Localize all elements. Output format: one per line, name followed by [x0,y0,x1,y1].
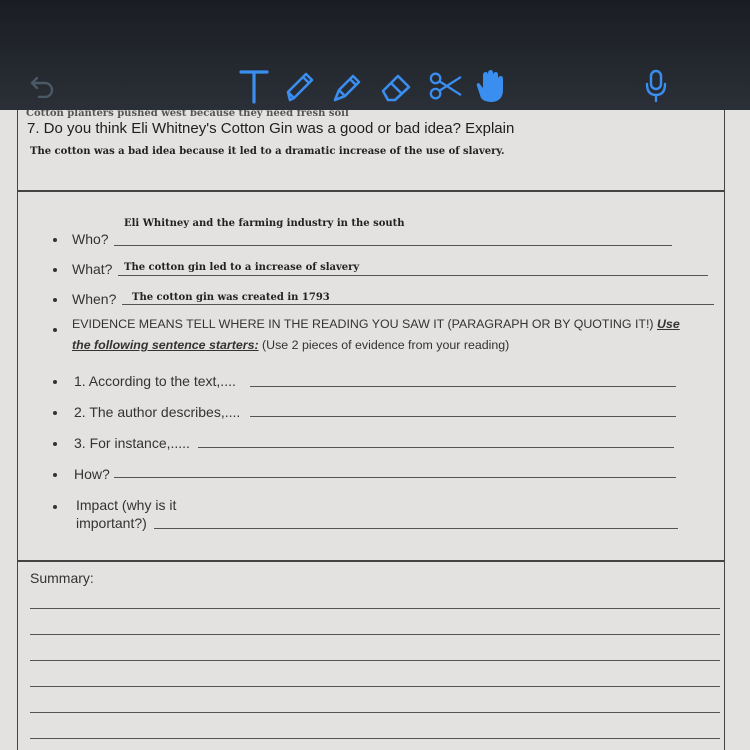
when-label: When? [72,291,117,307]
pen-tool-button[interactable] [282,66,318,106]
starter-1-line[interactable] [250,386,676,387]
what-label: What? [72,261,113,277]
impact-line[interactable] [154,528,678,529]
how-label: How? [74,466,110,482]
hand-tool-button[interactable] [472,66,508,106]
starter-3-line[interactable] [198,447,674,448]
impact-label-line-2: important?) [76,515,147,531]
text-tool-icon [238,68,270,104]
highlighter-tool-icon [330,68,366,104]
worksheet-page [0,110,750,750]
summary-line[interactable] [30,634,720,635]
bullet [53,442,57,446]
starter-2: 2. The author describes,.... [74,404,241,420]
bullet [53,268,57,272]
impact-label-line-1: Impact (why is it [76,497,177,513]
when-answer[interactable]: The cotton gin was created in 1793 [132,292,330,303]
who-label: Who? [72,231,109,247]
summary-line[interactable] [30,660,720,661]
pen-tool-icon [282,68,318,104]
who-answer-line [114,245,672,246]
summary-line[interactable] [30,712,720,713]
question-7-answer: The cotton was a bad idea because it led to a dramatic increase of the use of slavery. [30,146,505,157]
hand-tool-icon [472,68,508,104]
summary-line[interactable] [30,686,720,687]
scissors-tool-button[interactable] [428,66,464,106]
highlighter-tool-button[interactable] [330,66,366,106]
when-answer-line [122,304,714,305]
what-answer[interactable]: The cotton gin led to a increase of slavery [124,262,360,273]
bullet [53,505,57,509]
bullet [53,238,57,242]
text-tool-button[interactable] [236,66,272,106]
who-answer[interactable]: Eli Whitney and the farming industry in the south [124,218,405,229]
microphone-button[interactable] [638,66,674,106]
starter-3: 3. For instance,..... [74,435,190,451]
how-line[interactable] [114,477,676,478]
undo-icon [29,74,55,98]
bullet [53,298,57,302]
eraser-tool-icon [378,68,414,104]
evidence-instruction-line-2: the following sentence starters: (Use 2 pieces of evidence from your reading) [72,338,510,352]
annotation-toolbar [0,0,750,112]
what-answer-line [118,275,708,276]
summary-line[interactable] [30,738,720,739]
summary-box [17,560,725,750]
scissors-tool-icon [428,68,464,104]
microphone-icon [643,68,669,104]
bullet [53,473,57,477]
bullet [53,411,57,415]
bullet [53,380,57,384]
cut-off-line: Cotton planters pushed west because they need fresh soil [26,110,349,119]
starter-2-line[interactable] [250,416,676,417]
starter-1: 1. According to the text,.... [74,373,236,389]
bullet [53,328,57,332]
summary-label: Summary: [30,570,94,586]
eraser-tool-button[interactable] [378,66,414,106]
question-7: 7. Do you think Eli Whitney's Cotton Gin was a good or bad idea? Explain [27,120,515,137]
undo-button[interactable] [24,66,60,106]
evidence-instruction-line-1: EVIDENCE MEANS TELL WHERE IN THE READING YOU SAW IT (PARAGRAPH OR BY QUOTING IT!) Use [72,317,680,331]
summary-line[interactable] [30,608,720,609]
